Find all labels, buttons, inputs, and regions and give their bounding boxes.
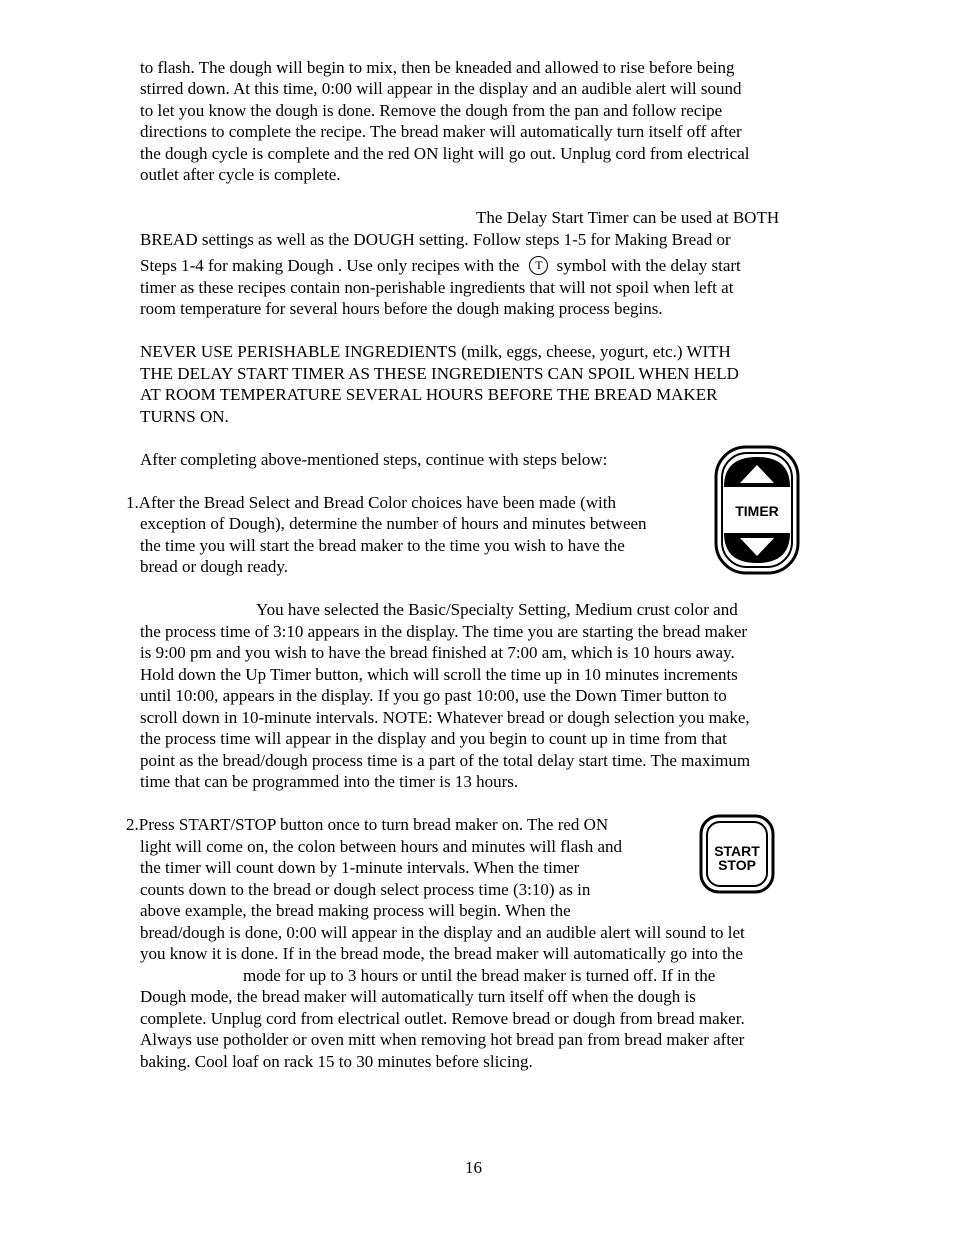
text-line: the time you will start the bread maker to the time you wish to have the bbox=[140, 536, 625, 555]
text-line: to flash. The dough will begin to mix, then be kneaded and allowed to rise before being bbox=[140, 58, 735, 77]
text-line: 2.Press START/STOP button once to turn bread maker on. The red ON bbox=[126, 815, 609, 834]
page-number: 16 bbox=[465, 1158, 482, 1177]
timer-symbol-icon bbox=[529, 256, 548, 275]
text-line: light will come on, the colon between hours and minutes will flash and bbox=[140, 837, 623, 856]
text-line: baking. Cool loaf on rack 15 to 30 minutes before slicing. bbox=[140, 1052, 533, 1071]
text-line: stirred down. At this time, 0:00 will appear in the display and an audible alert will sound bbox=[140, 79, 742, 98]
text-line: the dough cycle is complete and the red ON light will go out. Unplug cord from electrical bbox=[140, 144, 750, 163]
text-line: NEVER USE PERISHABLE INGREDIENTS (milk, eggs, cheese, yogurt, etc.) WITH bbox=[140, 342, 731, 361]
text-line: the process time of 3:10 appears in the display. The time you are starting the bread maker bbox=[140, 622, 748, 641]
text-line: is 9:00 pm and you wish to have the bread finished at 7:00 am, which is 10 hours away. bbox=[140, 643, 735, 662]
text-line: bread or dough ready. bbox=[140, 557, 289, 576]
timer-icon-label: TIMER bbox=[735, 503, 779, 519]
text-line: counts down to the bread or dough select process time (3:10) as in bbox=[140, 880, 591, 899]
text-line bbox=[140, 255, 741, 276]
text-line: to let you know the dough is done. Remove the dough from the pan and follow recipe bbox=[140, 101, 723, 120]
text-line: the timer will count down by 1-minute intervals. When the timer bbox=[140, 858, 580, 877]
text-line: Hold down the Up Timer button, which will scroll the time up in 10 minutes increments bbox=[140, 665, 738, 684]
text-line: BREAD settings as well as the DOUGH setting. Follow steps 1-5 for Making Bread or bbox=[140, 230, 731, 249]
text-line: directions to complete the recipe. The bread maker will automatically turn itself off after bbox=[140, 122, 742, 141]
text-line: Dough mode, the bread maker will automatically turn itself off when the dough is bbox=[140, 987, 696, 1006]
text-line: room temperature for several hours before the dough making process begins. bbox=[140, 299, 663, 318]
text-line: the process time will appear in the display and you begin to count up in time from that bbox=[140, 729, 727, 748]
text-line: AT ROOM TEMPERATURE SEVERAL HOURS BEFORE THE BREAD MAKER bbox=[140, 385, 718, 404]
text-line: you know it is done. If in the bread mode, the bread maker will automatically go into the bbox=[140, 944, 743, 963]
timer-symbol-letter: T bbox=[535, 258, 543, 272]
text-line: point as the bread/dough process time is a part of the total delay start time. The maximum bbox=[140, 751, 751, 770]
text-line: THE DELAY START TIMER AS THESE INGREDIENTS CAN SPOIL WHEN HELD bbox=[140, 364, 739, 383]
text-segment: Steps 1-4 for making Dough . Use only recipes with the bbox=[140, 256, 520, 275]
text-line: TURNS ON. bbox=[140, 407, 229, 426]
start-icon-label: START bbox=[714, 843, 760, 859]
text-line: The Delay Start Timer can be used at BOTH bbox=[476, 208, 780, 227]
text-line: time that can be programmed into the timer is 13 hours. bbox=[140, 772, 519, 791]
text-line: timer as these recipes contain non-perishable ingredients that will not spoil when left at bbox=[140, 278, 734, 297]
text-segment: symbol with the delay start bbox=[556, 256, 741, 275]
text-line: bread/dough is done, 0:00 will appear in the display and an audible alert will sound to let bbox=[140, 923, 745, 942]
stop-icon-label: STOP bbox=[718, 857, 756, 873]
text-line: Always use potholder or oven mitt when removing hot bread pan from bread maker after bbox=[140, 1030, 745, 1049]
text-line: until 10:00, appears in the display. If you go past 10:00, use the Down Timer button to bbox=[140, 686, 727, 705]
text-line: exception of Dough), determine the number of hours and minutes between bbox=[140, 514, 647, 533]
text-line: above example, the bread making process will begin. When the bbox=[140, 901, 571, 920]
text-line: outlet after cycle is complete. bbox=[140, 165, 341, 184]
start-stop-button-icon bbox=[699, 814, 775, 899]
text-line: 1.After the Bread Select and Bread Color choices have been made (with bbox=[126, 493, 616, 512]
text-line: You have selected the Basic/Specialty Setting, Medium crust color and bbox=[256, 600, 738, 619]
text-line: scroll down in 10-minute intervals. NOTE: Whatever bread or dough selection you make, bbox=[140, 708, 750, 727]
text-line: complete. Unplug cord from electrical outlet. Remove bread or dough from bread maker. bbox=[140, 1009, 745, 1028]
text-line: mode for up to 3 hours or until the bread maker is turned off. If in the bbox=[243, 966, 716, 985]
timer-button-icon bbox=[714, 445, 800, 580]
continue-instruction: After completing above-mentioned steps, continue with steps below: bbox=[140, 450, 608, 469]
